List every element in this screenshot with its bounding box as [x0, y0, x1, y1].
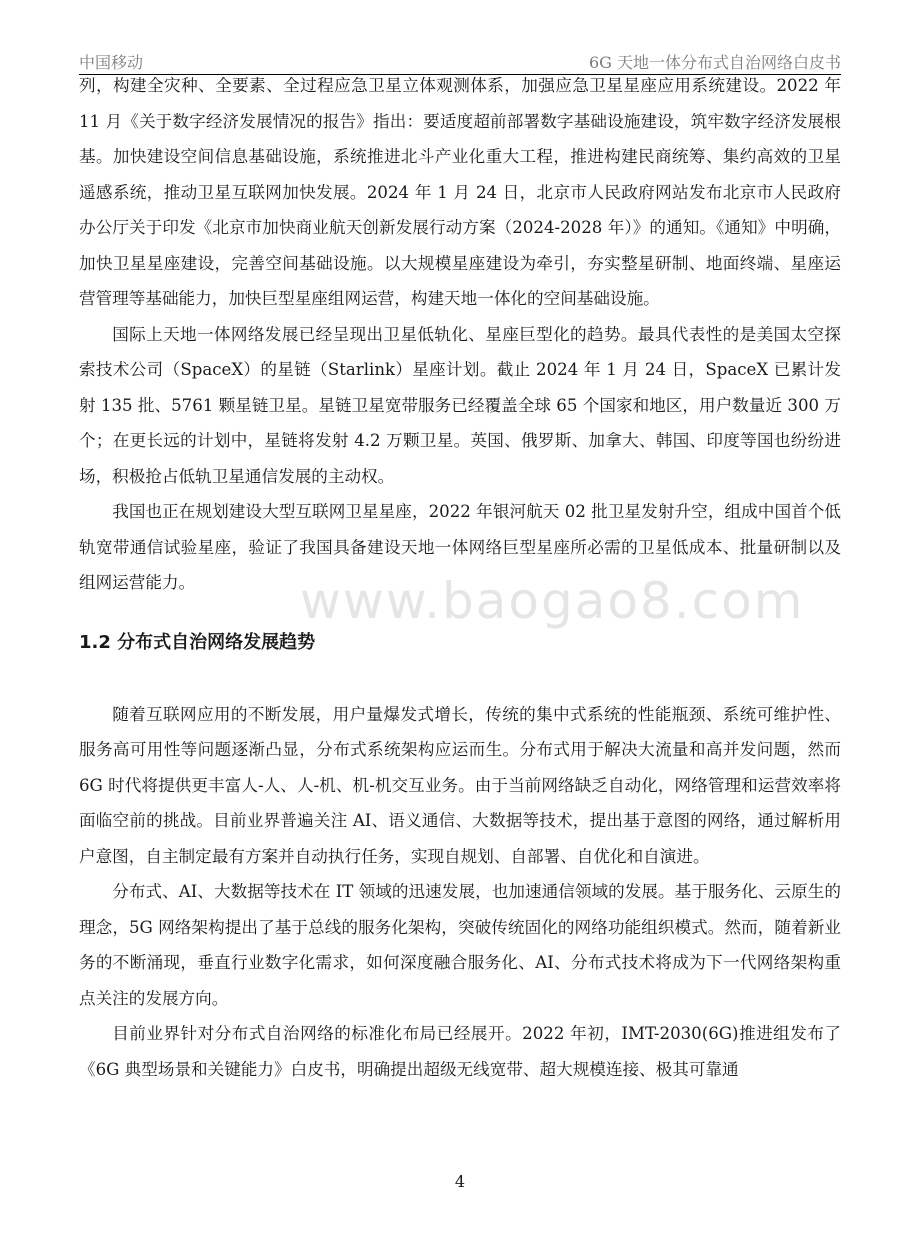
- watermark: www.baogao8.com: [300, 572, 805, 630]
- header-org: 中国移动: [79, 53, 144, 72]
- paragraph: 我国也正在规划建设大型互联网卫星星座，2022 年银河航天 02 批卫星发射升空，组成中国首个低轨宽带通信试验星座，验证了我国具备建设天地一体网络巨型星座所必需的卫星低成本、批量研制以及组网运营能力。: [79, 502, 841, 592]
- paragraph: 目前业界针对分布式自治网络的标准化布局已经展开。2022 年初，IMT-2030(6G)推进组发布了《6G 典型场景和关键能力》白皮书，明确提出超级无线宽带、超大规模连接、极其可靠通: [79, 1024, 841, 1079]
- paragraph: 列，构建全灾种、全要素、全过程应急卫星立体观测体系，加强应急卫星星座应用系统建设。2022 年 11 月《关于数字经济发展情况的报告》指出：要适度超前部署数字基础设施建设，筑牢数字经济发展根基。加快建设空间信息基础设施，系统推进北斗产业化重大工程，推进构建民商统筹、集约高效的卫星遥感系统，推动卫星互联网加快发展。2024 年 1 月 24 日，北京市人民政府网站发布北京市人民政府办公厅关于印发《北京市加快商业航天创新发展行动方案（2024-2028 年）》的通知。《通知》中明确，加快卫星星座建设，完善空间基础设施。以大规模星座建设为牵引，夯实整星研制、地面终端、星座运营管理等基础能力，加快巨型星座组网运营，构建天地一体化的空间基础设施。: [79, 76, 841, 308]
- page-body: [79, 68, 841, 1087]
- header-doc-title: 6G 天地一体分布式自治网络白皮书: [588, 53, 841, 72]
- page-number: 4: [454, 1172, 466, 1191]
- paragraph: 分布式、AI、大数据等技术在 IT 领域的迅速发展，也加速通信领域的发展。基于服务化、云原生的理念，5G 网络架构提出了基于总线的服务化架构，突破传统固化的网络功能组织模式。然而，随着新业务的不断涌现，垂直行业数字化需求，如何深度融合服务化、AI、分布式技术将成为下一代网络架构重点关注的发展方向。: [79, 882, 841, 1008]
- section-heading: 1.2 分布式自治网络发展趋势: [79, 631, 316, 653]
- paragraph: 随着互联网应用的不断发展，用户量爆发式增长，传统的集中式系统的性能瓶颈、系统可维护性、服务高可用性等问题逐渐凸显，分布式系统架构应运而生。分布式用于解决大流量和高并发问题，然而 6G 时代将提供更丰富人-人、人-机、机-机交互业务。由于当前网络缺乏自动化，网络管理和运营效率将面临空前的挑战。目前业界普遍关注 AI、语义通信、大数据等技术，提出基于意图的网络，通过解析用户意图，自主制定最有方案并自动执行任务，实现自规划、自部署、自优化和自演进。: [79, 704, 841, 866]
- paragraph: 国际上天地一体网络发展已经呈现出卫星低轨化、星座巨型化的趋势。最具代表性的是美国太空探索技术公司（SpaceX）的星链（Starlink）星座计划。截止 2024 年 1 月 24 日，SpaceX 已累计发射 135 批、5761 颗星链卫星。星链卫星宽带服务已经覆盖全球 65 个国家和地区，用户数量近 300 万个；在更长远的计划中，星链将发射 4.2 万颗卫星。英国、俄罗斯、加拿大、韩国、印度等国也纷纷进场，积极抢占低轨卫星通信发展的主动权。: [79, 324, 841, 486]
